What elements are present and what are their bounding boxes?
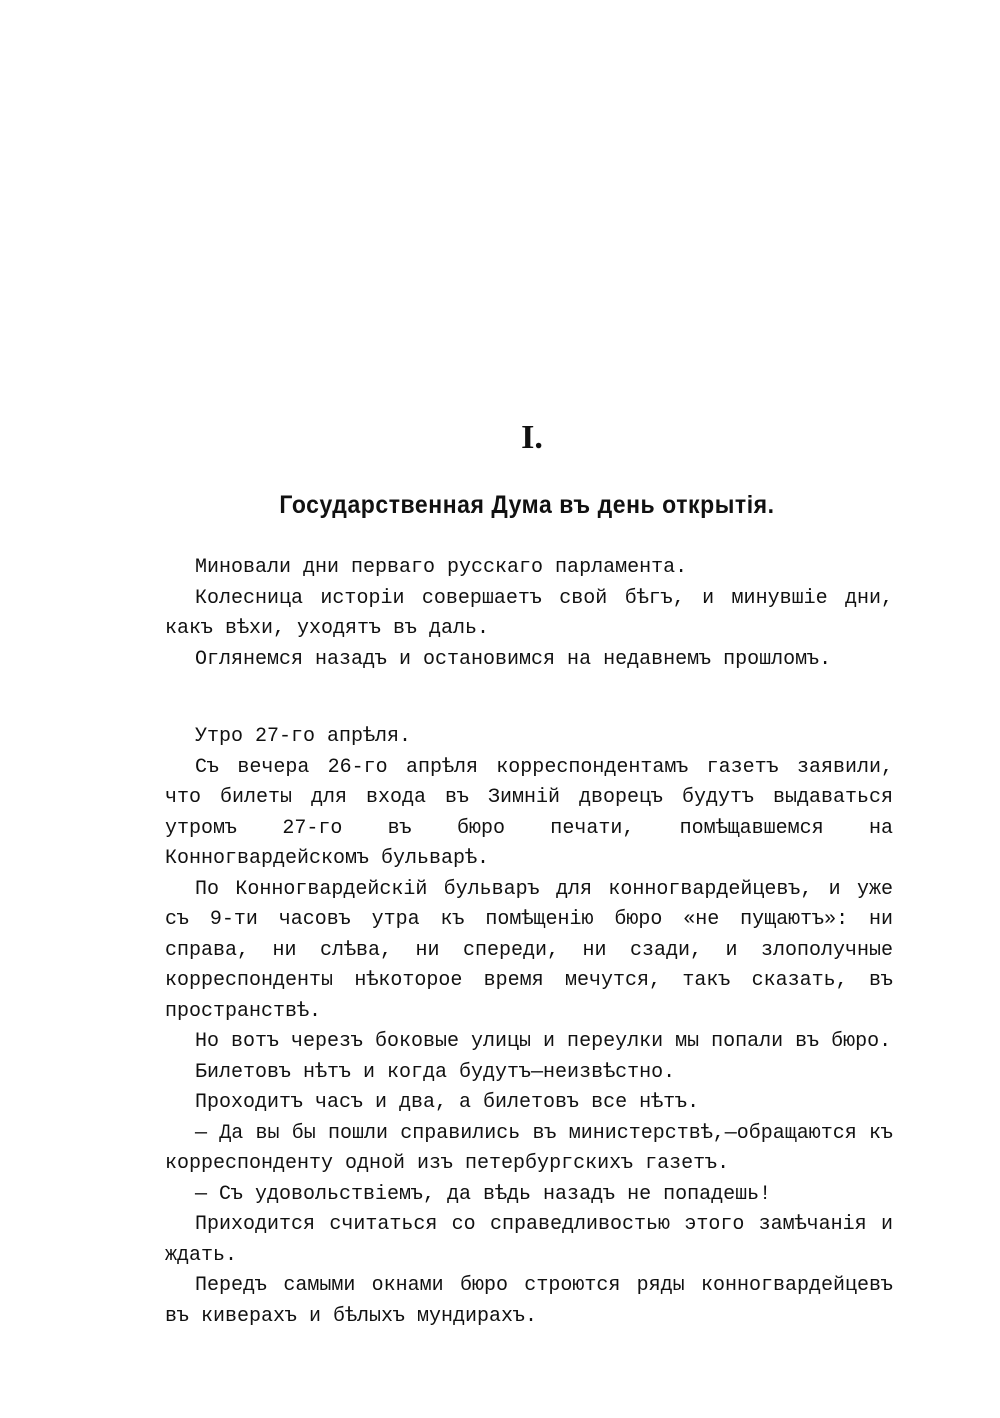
paragraph: Но вотъ черезъ боковые улицы и переулки мы попали въ бюро. xyxy=(195,1030,892,1053)
paragraph: — Съ удовольствіемъ, да вѣдь назадъ не попадешь! xyxy=(195,1182,772,1206)
paragraph: По Конногвардейскій бульваръ для конногвардейцевъ, и уже съ 9-ти часовъ утра къ помѣщенію бюро «не пущаютъ»: ни справа, ни слѣва, ни спереди, ни сзади, и злополучные корреспонденты нѣкоторое время мечутся, такъ сказать, въ пространствѣ. xyxy=(165,877,893,1023)
paragraph: Миновали дни перваго русскаго парламента. xyxy=(195,556,688,579)
main-text xyxy=(165,722,893,1332)
paragraph: Колесница исторіи совершаетъ свой бѣгъ, и минувшіе дни, какъ вѣхи, уходятъ въ даль. xyxy=(165,586,893,640)
paragraph: Приходится считаться со справедливостью этого замѣчанія и ждать. xyxy=(165,1213,893,1267)
paragraph: Проходитъ часъ и два, а билетовъ все нѣтъ. xyxy=(195,1091,700,1114)
paragraph: Съ вечера 26-го апрѣля корреспондентамъ газетъ заявили, что билеты для входа въ Зимній дворецъ будутъ выдаваться утромъ 27-го въ бюро печати, помѣщавшемся на Конногвардейскомъ бульварѣ. xyxy=(165,755,893,870)
paragraph: Передъ самыми окнами бюро строются ряды конногвардейцевъ въ киверахъ и бѣлыхъ мундирахъ. xyxy=(165,1274,893,1328)
paragraph: Билетовъ нѣтъ и когда будутъ—неизвѣстно. xyxy=(195,1060,676,1084)
chapter-title: Государственная Дума въ день открытія. xyxy=(279,491,775,519)
paragraph: — Да вы бы пошли справились въ министерствѣ,—обращаются къ корреспонденту одной изъ петербургскихъ газетъ. xyxy=(165,1121,893,1175)
chapter-number: I. xyxy=(521,419,543,456)
intro-text xyxy=(165,553,893,675)
paragraph: Утро 27-го апрѣля. xyxy=(195,725,412,748)
paragraph: Оглянемся назадъ и остановимся на недавнемъ прошломъ. xyxy=(195,647,832,671)
